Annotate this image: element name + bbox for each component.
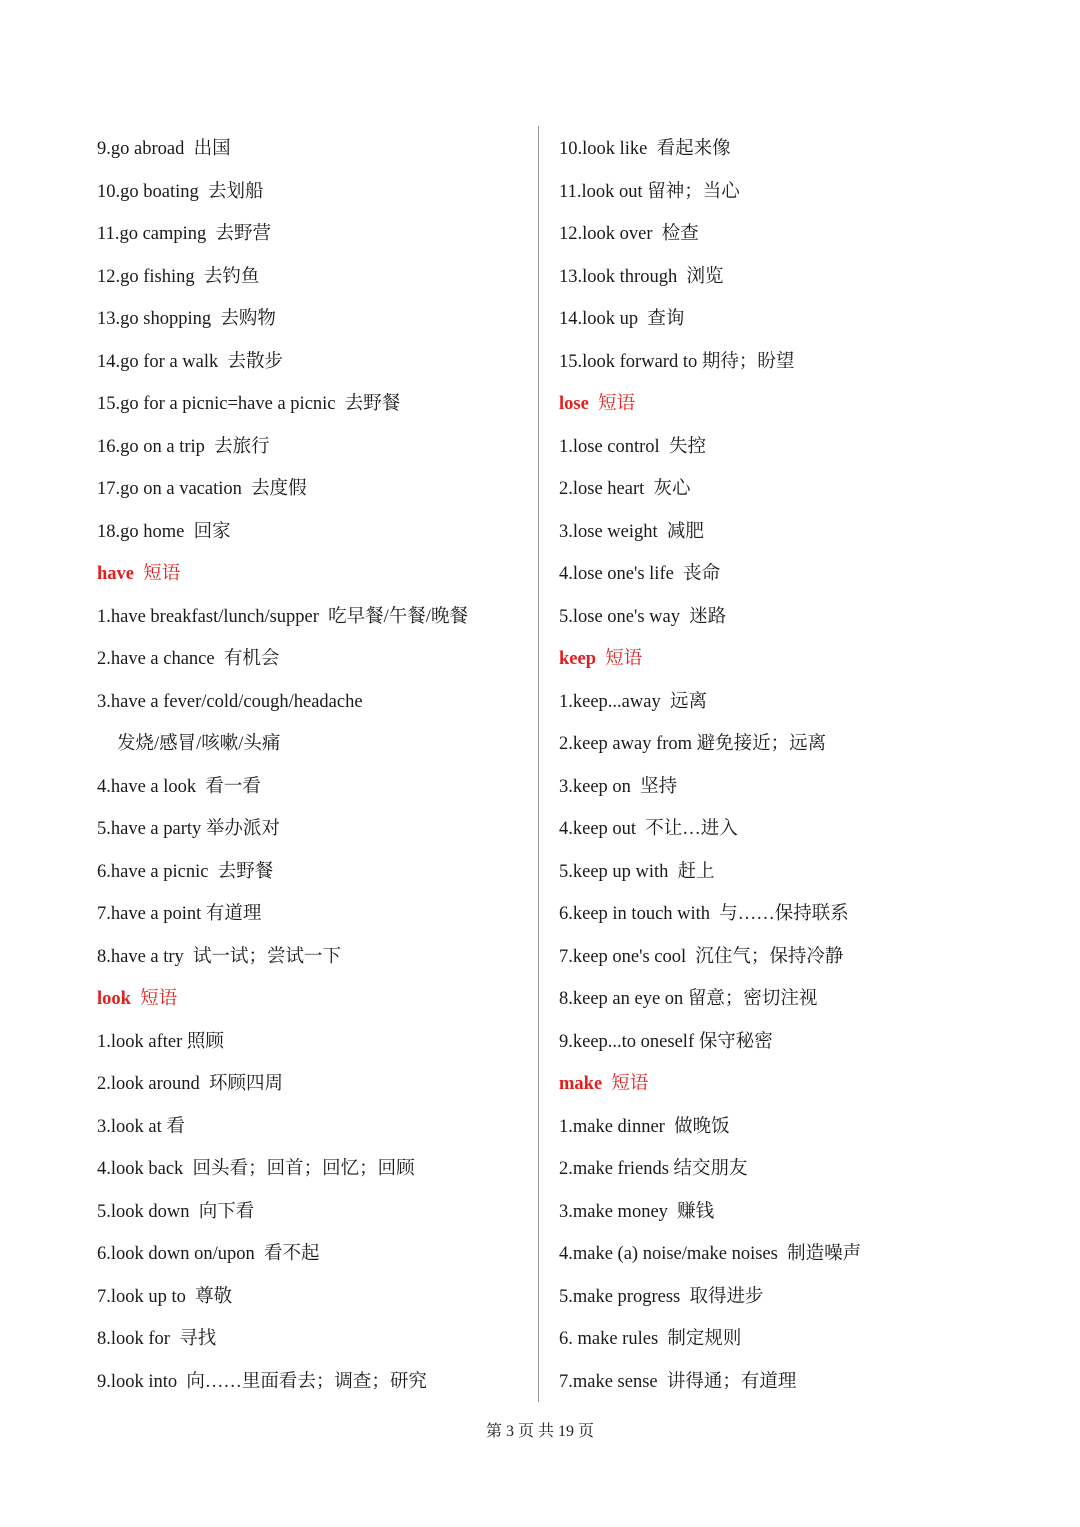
section-heading (559, 1063, 999, 1106)
phrase-item: 17.go on a vacation 去度假 (97, 479, 307, 499)
phrase-item: 3.look at 看 (97, 1116, 185, 1137)
phrase-item: 18.go home 回家 (97, 521, 231, 542)
section-label: 短语 (140, 989, 178, 1009)
phrase-item: 6.look down on/upon 看不起 (97, 1244, 320, 1264)
phrase-item: 5.keep up with 赶上 (559, 861, 715, 882)
phrase-item: 2.have a chance 有机会 (97, 649, 280, 669)
phrase-item: 16.go on a trip 去旅行 (97, 436, 270, 457)
phrase-item: 1.have breakfast/lunch/supper 吃早餐/午餐/晚餐 (97, 606, 468, 627)
section-keyword: keep (559, 649, 596, 669)
right-column (559, 128, 999, 1403)
phrase-item: 7.have a point 有道理 (97, 904, 262, 924)
phrase-item: 6.have a picnic 去野餐 (97, 861, 274, 882)
column-divider (538, 126, 539, 1402)
phrase-item: 10.look like 看起来像 (559, 139, 731, 159)
left-column (97, 128, 527, 1403)
section-heading (559, 638, 999, 681)
phrase-item: 9.keep...to oneself 保守秘密 (559, 1031, 773, 1052)
phrase-item: 2.look around 环顾四周 (97, 1074, 284, 1094)
phrase-item: 3.lose weight 减肥 (559, 521, 704, 542)
phrase-item: 2.lose heart 灰心 (559, 479, 691, 499)
phrase-item: 11.look out 留神；当心 (559, 181, 740, 202)
phrase-item: 2.make friends 结交朋友 (559, 1159, 748, 1179)
phrase-item: 7.look up to 尊敬 (97, 1286, 233, 1307)
phrase-item: 4.keep out 不让…进入 (559, 819, 738, 839)
section-heading (559, 383, 999, 426)
phrase-item: 8.keep an eye on 留意；密切注视 (559, 989, 818, 1009)
phrase-item: 3.have a fever/cold/cough/headache (97, 691, 363, 712)
phrase-item: 4.look back 回头看；回首；回忆；回顾 (97, 1159, 415, 1179)
phrase-item: 9.go abroad 出国 (97, 139, 231, 159)
phrase-item: 7.keep one's cool 沉住气；保持冷静 (559, 946, 844, 967)
phrase-item: 12.look over 检查 (559, 224, 699, 244)
phrase-item: 1.look after 照顾 (97, 1031, 224, 1052)
section-label: 短语 (611, 1074, 649, 1094)
section-label: 短语 (598, 394, 636, 414)
page-footer: 第 3 页 共 19 页 (485, 1423, 594, 1440)
phrase-item: 4.have a look 看一看 (97, 776, 261, 797)
phrase-item: 3.make money 赚钱 (559, 1201, 715, 1222)
phrase-continuation: 发烧/感冒/咳嗽/头痛 (117, 734, 281, 754)
phrase-item: 6. make rules 制定规则 (559, 1329, 742, 1349)
phrase-item: 14.look up 查询 (559, 309, 685, 329)
phrase-item: 8.have a try 试一试；尝试一下 (97, 946, 342, 967)
phrase-item: 15.go for a picnic=have a picnic 去野餐 (97, 394, 401, 414)
phrase-item: 11.go camping 去野营 (97, 224, 272, 244)
phrase-item: 3.keep on 坚持 (559, 776, 678, 797)
section-keyword: have (97, 564, 134, 584)
phrase-item: 5.make progress 取得进步 (559, 1286, 764, 1307)
phrase-item: 2.keep away from 避免接近；远离 (559, 734, 827, 754)
phrase-item: 4.lose one's life 丧命 (559, 564, 721, 584)
phrase-item: 14.go for a walk 去散步 (97, 351, 283, 372)
phrase-item: 1.make dinner 做晚饭 (559, 1116, 730, 1137)
phrase-item: 9.look into 向……里面看去；调查；研究 (97, 1371, 427, 1392)
phrase-item: 4.make (a) noise/make noises 制造噪声 (559, 1244, 862, 1264)
phrase-item: 1.keep...away 远离 (559, 691, 707, 712)
phrase-item: 5.look down 向下看 (97, 1201, 255, 1222)
section-heading (97, 978, 527, 1021)
phrase-item: 5.have a party 举办派对 (97, 819, 280, 839)
section-heading (97, 553, 527, 596)
phrase-item: 15.look forward to 期待；盼望 (559, 351, 795, 372)
phrase-item: 1.lose control 失控 (559, 436, 706, 457)
phrase-item: 5.lose one's way 迷路 (559, 606, 727, 627)
phrase-item: 8.look for 寻找 (97, 1329, 217, 1349)
phrase-item: 13.go shopping 去购物 (97, 309, 276, 329)
section-keyword: look (97, 989, 131, 1009)
phrase-item: 7.make sense 讲得通；有道理 (559, 1371, 797, 1392)
section-keyword: make (559, 1074, 603, 1094)
phrase-item: 13.look through 浏览 (559, 266, 724, 287)
phrase-item: 6.keep in touch with 与……保持联系 (559, 904, 849, 924)
section-label: 短语 (605, 649, 643, 669)
section-label: 短语 (143, 564, 181, 584)
phrase-item: 10.go boating 去划船 (97, 181, 264, 202)
phrase-item: 12.go fishing 去钓鱼 (97, 266, 260, 287)
section-keyword: lose (559, 394, 589, 414)
